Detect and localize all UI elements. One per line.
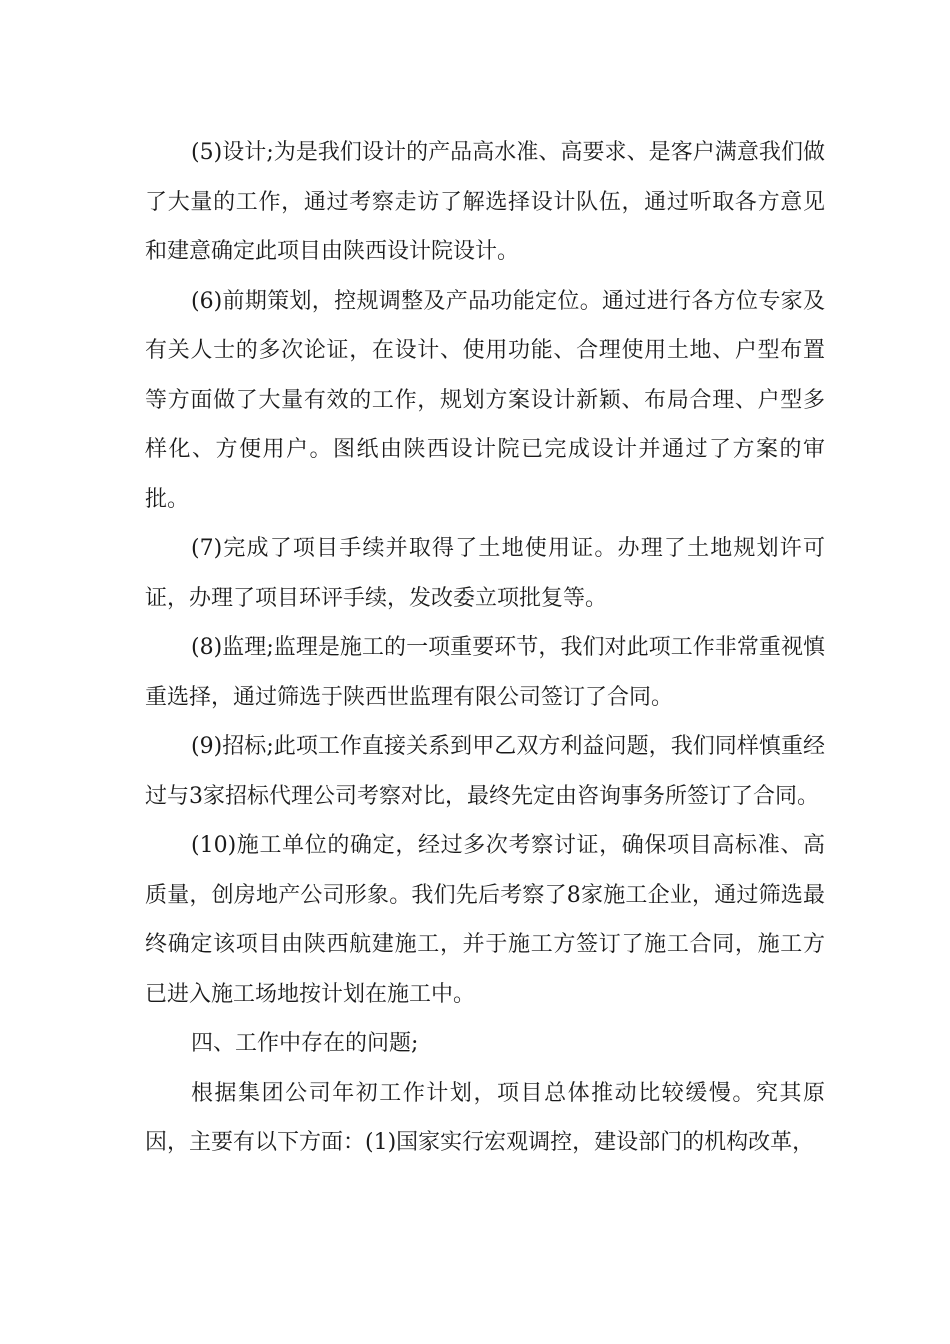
paragraph-bidding: (9)招标;此项工作直接关系到甲乙双方利益问题，我们同样慎重经过与3家招标代理公司考察对比，最终先定由咨询事务所签订了合同。 (145, 734, 825, 809)
paragraph-planning: (6)前期策划，控规调整及产品功能定位。通过进行各方位专家及有关人士的多次论证，在设计、使用功能、合理使用土地、户型布置等方面做了大量有效的工作，规划方案设计新颖、布局合理、户型多样化、方便用户。图纸由陕西设计院已完成设计并通过了方案的审批。 (145, 288, 825, 512)
paragraph-issues: 根据集团公司年初工作计划，项目总体推动比较缓慢。究其原因，主要有以下方面：(1)国家实行宏观调控，建设部门的机构改革， (145, 1080, 825, 1155)
paragraph-permits: (7)完成了项目手续并取得了土地使用证。办理了土地规划许可证，办理了项目环评手续，发改委立项批复等。 (145, 536, 825, 611)
section-heading-issues: 四、工作中存在的问题; (191, 1031, 419, 1056)
paragraph-supervision: (8)监理;监理是施工的一项重要环节，我们对此项工作非常重视慎重选择，通过筛选于陕西世监理有限公司签订了合同。 (145, 635, 825, 710)
paragraph-design: (5)设计;为是我们设计的产品高水准、高要求、是客户满意我们做了大量的工作，通过考察走访了解选择设计队伍，通过听取各方意见和建意确定此项目由陕西设计院设计。 (145, 140, 825, 264)
paragraph-contractor: (10)施工单位的确定，经过多次考察讨证，确保项目高标准、高质量，创房地产公司形象。我们先后考察了8家施工企业，通过筛选最终确定该项目由陕西航建施工，并于施工方签订了施工合同，施工方已进入施工场地按计划在施工中。 (145, 833, 825, 1007)
document-body (145, 128, 825, 1168)
